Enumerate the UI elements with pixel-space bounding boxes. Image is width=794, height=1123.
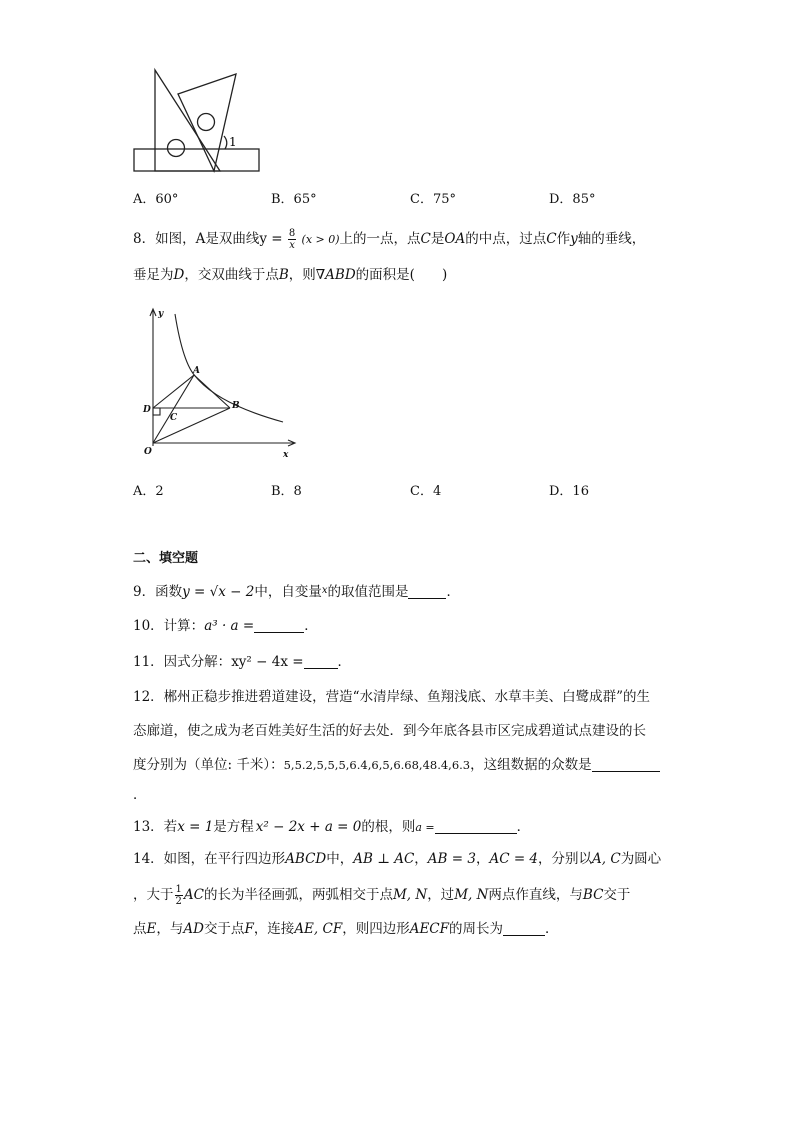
q7-option-d[interactable]: D．85° xyxy=(549,192,596,207)
q8-fraction: $\frac{8}{x}$ xyxy=(288,228,296,251)
q8-option-c[interactable]: C．4 xyxy=(410,484,442,499)
label-A: A xyxy=(193,366,200,376)
q12-answer-blank[interactable] xyxy=(592,757,660,772)
q8-line-1: 8．如图，A是双曲线y = $\frac{8}{x}$ (x > 0)上的一点，点C是OA的中点，过点C作y轴的垂线， xyxy=(133,228,646,251)
q7-option-a[interactable]: A．60° xyxy=(133,192,179,207)
hole-right xyxy=(198,114,215,131)
q10-answer-blank[interactable] xyxy=(254,618,304,633)
triangle-right xyxy=(178,74,236,171)
segment-DA xyxy=(153,375,194,408)
q14-line-1: 14．如图，在平行四边形ABCD中，AB ⊥ AC，AB = 3，AC = 4，分别以A, C为圆心 xyxy=(133,851,662,867)
hole-left xyxy=(168,140,185,157)
angle-arc xyxy=(224,136,227,149)
label-x: x xyxy=(283,450,289,460)
hyperbola-curve xyxy=(175,314,283,422)
label-D: D xyxy=(143,405,151,415)
q12-line-4: ． xyxy=(133,787,147,803)
q8-option-a[interactable]: A．2 xyxy=(133,484,164,499)
q9-line: 9．函数y = √x − 2中，自变量$^x$的取值范围是 ． xyxy=(133,584,460,600)
set-square-figure xyxy=(130,66,265,176)
q7-option-b[interactable]: B．65° xyxy=(271,192,317,207)
q12-line-2: 态廊道，使之成为老百姓美好生活的好去处．到今年底各县市区完成碧道试点建设的长 xyxy=(133,723,646,739)
segment-OA xyxy=(153,375,194,443)
q13-answer-blank[interactable] xyxy=(435,819,517,834)
label-C: C xyxy=(170,413,178,423)
segment-OB xyxy=(153,408,230,443)
label-y: y xyxy=(158,309,164,319)
q8-line-2: 垂足为D，交双曲线于点B，则∇ABD的面积是( ) xyxy=(133,267,448,283)
q9-answer-blank[interactable] xyxy=(408,584,446,599)
q8-option-d[interactable]: D．16 xyxy=(549,484,589,499)
q12-line-3: 度分别为（单位: 千米）：5,5.2,5,5,5,6.4,6,5,6.68,48.4,6.3，这组数据的众数是 xyxy=(133,756,660,774)
q14-fraction: $\frac{1}{2}$ xyxy=(175,884,182,907)
label-O: O xyxy=(144,447,152,457)
q11-line: 11．因式分解：xy² − 4x = ． xyxy=(133,654,352,670)
hyperbola-graph xyxy=(138,304,303,464)
q14-line-3: 点E，与AD交于点F，连接AE, CF，则四边形AECF的周长为 ． xyxy=(133,921,559,937)
q10-line: 10．计算：a³ · a = ． xyxy=(133,618,318,634)
q11-answer-blank[interactable] xyxy=(304,654,338,669)
q13-line: 13．若x = 1是方程 x² − 2x + a = 0的根，则a = ． xyxy=(133,819,531,835)
q8-option-b[interactable]: B．8 xyxy=(271,484,302,499)
segment-AB xyxy=(194,375,230,408)
section-heading: 二、填空题 xyxy=(133,551,199,566)
right-angle-mark xyxy=(153,408,160,415)
q7-option-c[interactable]: C．75° xyxy=(410,192,456,207)
q14-line-2: ，大于 $\frac{1}{2}$ AC的长为半径画弧，两弧相交于点M, N，过M, N两点作直线，与BC交于 xyxy=(133,884,631,907)
angle-label: 1 xyxy=(229,135,237,149)
ruler xyxy=(134,149,259,171)
triangle-left xyxy=(155,70,220,171)
q14-answer-blank[interactable] xyxy=(503,921,545,936)
label-B: B xyxy=(232,401,240,411)
q12-line-1: 12．郴州正稳步推进碧道建设，营造“水清岸绿、鱼翔浅底、水草丰美、白鹭成群”的生 xyxy=(133,689,650,705)
